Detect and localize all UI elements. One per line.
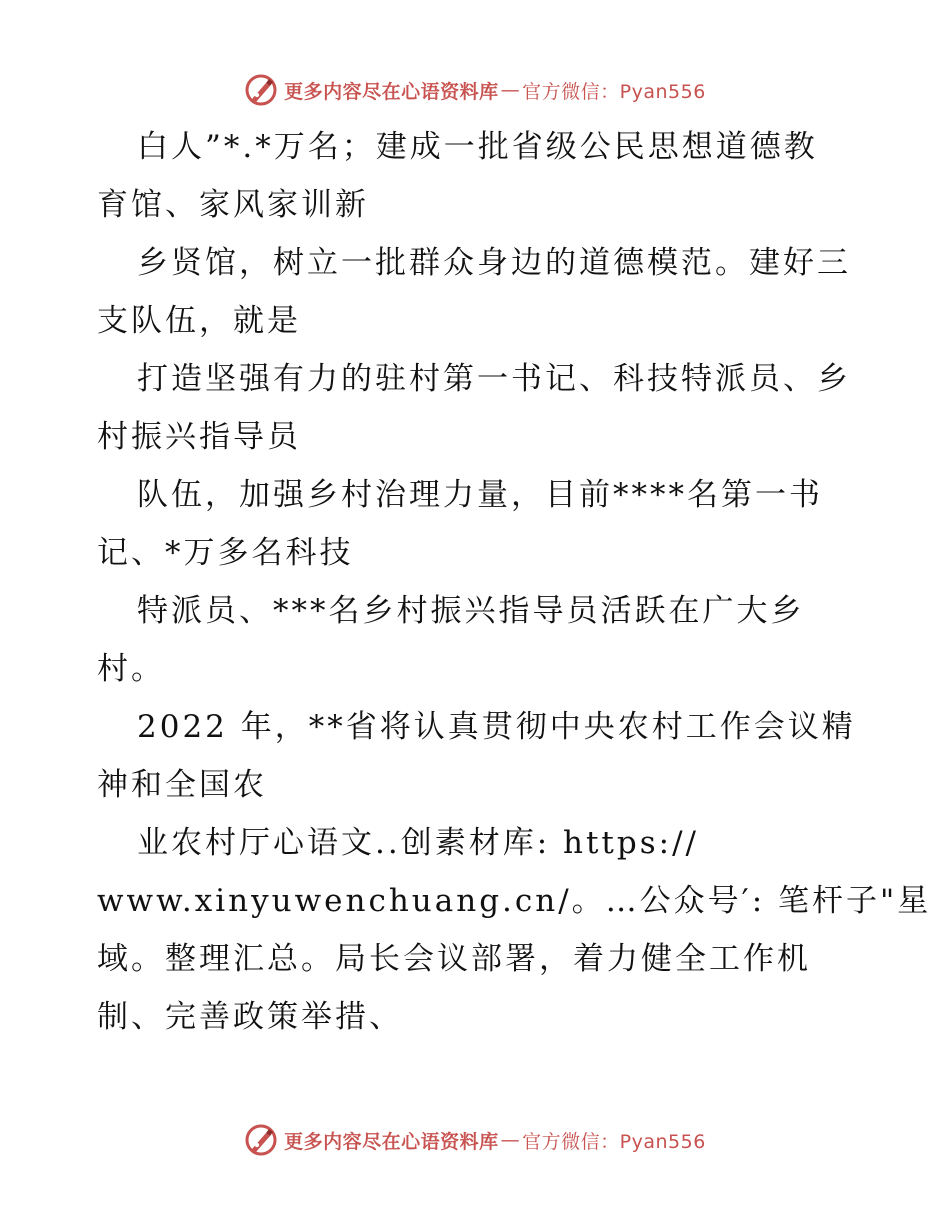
header-watermark: [0, 70, 950, 110]
watermark-dash: —: [500, 79, 521, 101]
body-line: 记、*万多名科技: [97, 535, 354, 571]
body-line: 业农村厅心语文..创素材库: https://: [137, 825, 699, 861]
body-line: 村振兴指导员: [97, 419, 301, 455]
watermark-wechat-text: 官方微信：Pyan556: [522, 1130, 706, 1153]
body-line: 2022 年，**省将认真贯彻中央农村工作会议精: [137, 709, 856, 745]
pen-logo-icon: [244, 1123, 278, 1157]
body-line: www.xinyuwenchuang.cn/。…公众号′: 笔杆子"星: [97, 883, 932, 919]
body-line: 域。整理汇总。局长会议部署，着力健全工作机: [97, 941, 811, 977]
body-line: 白人”*.*万名；建成一批省级公民思想道德教: [137, 129, 818, 165]
body-line: 村。: [97, 651, 165, 687]
body-line: 乡贤馆，树立一批群众身边的道德模范。建好三: [137, 245, 851, 281]
watermark-lead-text: 更多内容尽在心语资料库: [284, 1130, 499, 1153]
document-body: [97, 118, 932, 1046]
body-line: 队伍，加强乡村治理力量，目前****名第一书: [137, 477, 823, 513]
watermark-dash: —: [500, 1129, 521, 1151]
watermark-lead-text: 更多内容尽在心语资料库: [284, 80, 499, 103]
body-line: 支队伍，就是: [97, 303, 301, 339]
body-line: 制、完善政策举措、: [97, 999, 403, 1035]
body-line: 神和全国农: [97, 767, 267, 803]
pen-logo-icon: [244, 73, 278, 107]
body-line: 特派员、***名乡村振兴指导员活跃在广大乡: [137, 593, 805, 629]
watermark-wechat-text: 官方微信：Pyan556: [522, 80, 706, 103]
body-line: 育馆、家风家训新: [97, 187, 369, 223]
footer-watermark: [0, 1120, 950, 1160]
body-line: 打造坚强有力的驻村第一书记、科技特派员、乡: [137, 361, 851, 397]
